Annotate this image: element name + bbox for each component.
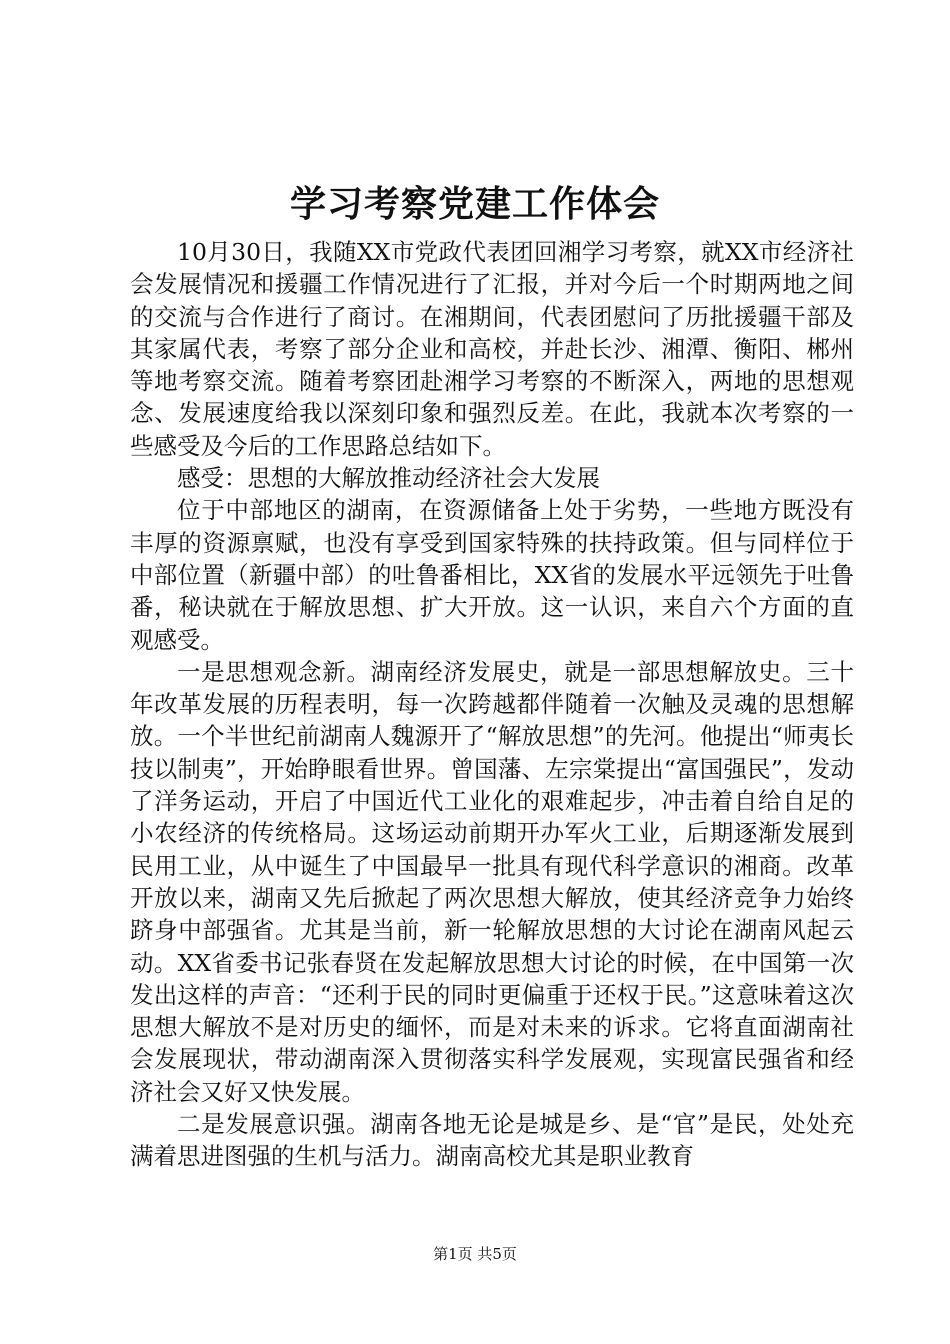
paragraph-point-two: 二是发展意识强。湖南各地无论是城是乡、是“官”是民，处处充满着思进图强的生机与活力。湖南高校尤其是职业教育 [130,1110,854,1171]
page-number-footer: 第1页 共5页 [433,1245,517,1263]
document-title: 学习考察党建工作体会 [289,184,660,225]
paragraph-intro: 10月30日，我随XX市党政代表团回湘学习考察，就XX市经济社会发展情况和援疆工作情况进行了汇报，并对今后一个时期两地之间的交流与合作进行了商讨。在湘期间，代表团慰问了历批援疆干部及其家属代表，考察了部分企业和高校，并赴长沙、湘潭、衡阳、郴州等地考察交流。随着考察团赴湘学习考察的不断深入，两地的思想观念、发展速度给我以深刻印象和强烈反差。在此，我就本次考察的一些感受及今后的工作思路总结如下。 [130,238,854,460]
paragraph-hunan-location: 位于中部地区的湖南，在资源储备上处于劣势，一些地方既没有丰厚的资源禀赋，也没有享受到国家特殊的扶持政策。但与同样位于中部位置（新疆中部）的吐鲁番相比，XX省的发展水平远领先于吐鲁番，秘诀就在于解放思想、扩大开放。这一认识，来自六个方面的直观感受。 [130,496,854,654]
paragraph-heading-feeling: 感受：思想的大解放推动经济社会大发展 [177,464,600,493]
paragraph-point-one: 一是思想观念新。湖南经济发展史，就是一部思想解放史。三十年改革发展的历程表明，每一次跨越都伴随着一次触及灵魂的思想解放。一个半世纪前湖南人魏源开了“解放思想”的先河。他提出“师夷长技以制夷”，开始睁眼看世界。曾国藩、左宗棠提出“富国强民”，发动了洋务运动，开启了中国近代工业化的艰难起步，冲击着自给自足的小农经济的传统格局。这场运动前期开办军火工业，后期逐渐发展到民用工业，从中诞生了中国最早一批具有现代科学意识的湘商。改革开放以来，湖南又先后掀起了两次思想大解放，使其经济竞争力始终跻身中部强省。尤其是当前，新一轮解放思想的大讨论在湖南风起云动。XX省委书记张春贤在发起解放思想大讨论的时候，在中国第一次发出这样的声音：“还利于民的同时更偏重于还权于民。”这意味着这次思想大解放不是对历史的缅怀，而是对未来的诉求。它将直面湖南社会发展现状，带动湖南深入贯彻落实科学发展观，实现富民强省和经济社会又好又快发展。 [130,657,854,1106]
document-body [130,236,854,1173]
